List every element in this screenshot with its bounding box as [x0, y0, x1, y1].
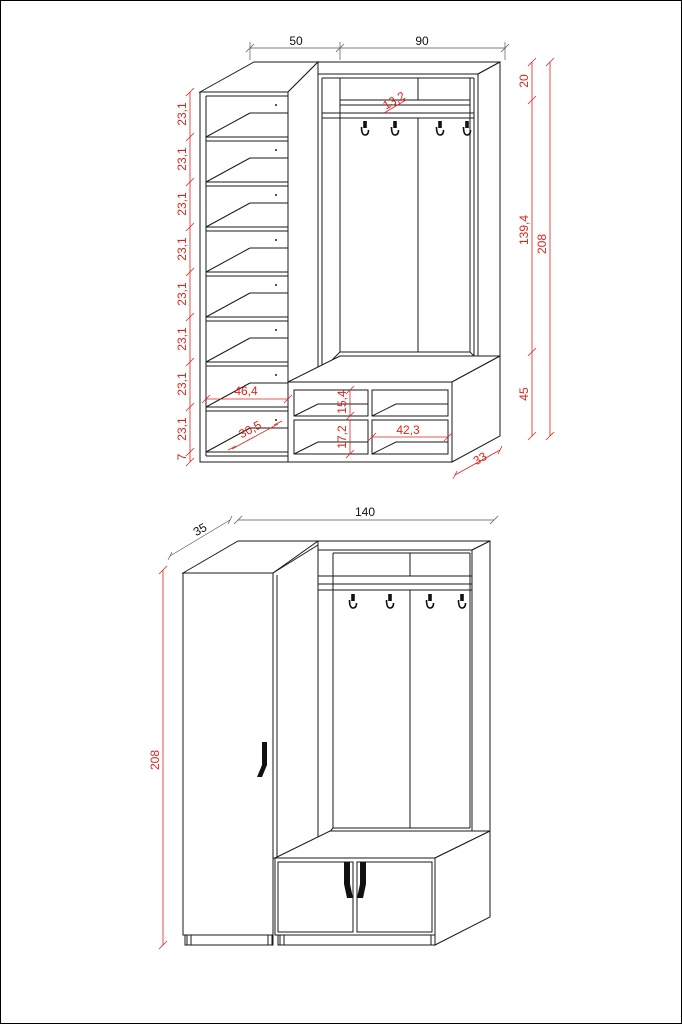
shelf-pin [275, 194, 277, 196]
dimension-label-right-unit: 90 [415, 34, 429, 48]
coat-unit-side [472, 541, 490, 845]
closed-coat-rack-unit [318, 541, 490, 850]
dimension-tick [168, 552, 172, 560]
dimension-label-hanging-zone: 139,4 [517, 214, 531, 246]
closed-middle-panel [273, 545, 318, 858]
dimension-label-bench-lower: 17,2 [335, 425, 349, 449]
shelf-pin [275, 239, 277, 241]
dimension-label-overall: 208 [148, 749, 162, 771]
bench-front [288, 382, 452, 462]
shelf-pin [275, 284, 277, 286]
dimension-label-shelf: 23,1 [175, 237, 189, 261]
leg [187, 935, 191, 945]
dimension-label-bench: 45 [517, 387, 531, 401]
leg [280, 935, 284, 945]
coat-unit-front [318, 74, 478, 378]
dimension-label-shelf: 23,1 [175, 417, 189, 441]
coat-unit-front [318, 550, 472, 850]
middle-side-panel [288, 62, 318, 382]
open-bench [288, 356, 500, 462]
right-height-dimensions [517, 58, 554, 440]
dimension-label-rail-gap: 13,2 [380, 88, 408, 113]
dimension-tick [228, 516, 232, 524]
dimension-label-shelf: 23,1 [175, 372, 189, 396]
shelf-pin [275, 419, 277, 421]
dimension-tick [498, 446, 502, 454]
shelf-pin [275, 374, 277, 376]
wardrobe-door [183, 573, 273, 935]
wardrobe-plinth [185, 935, 273, 945]
coat-unit-side [478, 62, 500, 370]
leg [431, 935, 435, 945]
dimension-label-left-unit: 50 [289, 34, 303, 48]
closed-view [148, 505, 498, 949]
dimension-label-top-compartment: 20 [517, 74, 531, 88]
closed-height-dimension [148, 566, 167, 949]
shelf-spacing-dimension [175, 88, 194, 466]
dimension-label-inner-shelf: 46,4 [234, 384, 258, 398]
coat-rack-unit [318, 62, 500, 378]
bench-front [275, 858, 435, 935]
dimension-label-shelf: 23,1 [175, 327, 189, 351]
dimension-label-shelf: 23,1 [175, 102, 189, 126]
shelf-pin [275, 329, 277, 331]
shelf-pin [275, 104, 277, 106]
dimension-label-bench-cubby: 42,3 [396, 423, 420, 437]
dimension-label-bench-run: 33 [470, 449, 490, 468]
dimension-label-shelf: 23,1 [175, 147, 189, 171]
leg [268, 935, 272, 945]
dimension-tick [453, 471, 457, 479]
coat-unit-top [318, 541, 490, 550]
open-view [175, 34, 554, 479]
bench-plinth [278, 935, 435, 945]
dimension-label-bench-upper: 15,4 [335, 390, 349, 414]
dimension-label-shelf: 23,1 [175, 192, 189, 216]
coat-unit-top [318, 62, 500, 74]
shelf-pin [275, 149, 277, 151]
dimension-label-overall-span: 140 [354, 505, 376, 519]
closed-bench [275, 831, 490, 945]
dimension-label-shelf: 23,1 [175, 282, 189, 306]
dimension-label-shelf-run: 30,5 [236, 417, 264, 442]
dimension-label-plinth: 7 [175, 453, 189, 461]
upper-width-dimension [246, 34, 509, 60]
dimension-label-side-run: 35 [190, 520, 210, 539]
dimension-label-overall: 208 [535, 233, 549, 255]
